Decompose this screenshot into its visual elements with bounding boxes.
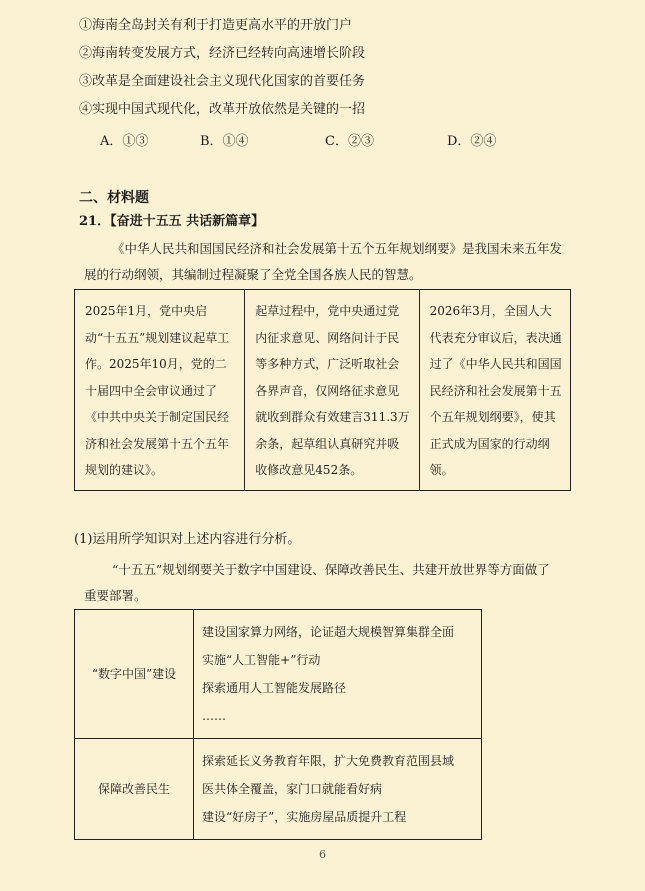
measure-item: …… <box>202 709 226 723</box>
page-number: 6 <box>319 848 326 861</box>
measure-item: 医共体全覆盖，家门口就能看好病 <box>202 782 383 796</box>
timeline-cell-1: 2025年1月，党中央启动“十五五”规划建议起草工作。2025年10月，党的二十届四中全会审议通过了《中共中央关于制定国民经济和社会发展第十五个五年规划的建议》。 <box>75 290 245 491</box>
timeline-cell-2: 起草过程中，党中央通过党内征求意见、网络问计于民等多种方式，广泛听取社会各界声音，仅网络征求意见就收到群众有效建言311.3万余条，起草组认真研究并吸收修改意见452条。 <box>245 290 419 491</box>
statement-2: ②海南转变发展方式，经济已经转向高速增长阶段 <box>79 46 366 61</box>
measure-item: 实施“人工智能+”行动 <box>202 653 321 667</box>
intro-line-2: 展的行动纲领，其编制过程凝聚了全党全国各族人民的智慧。 <box>84 267 422 282</box>
intro2-line-2: 重要部署。 <box>84 588 147 603</box>
measure-item: 探索延长义务教育年限，扩大免费教育范围县域 <box>202 754 455 768</box>
row-items-digital-china <box>194 610 482 739</box>
row-items-livelihood <box>194 739 482 840</box>
statement-3: ③改革是全面建设社会主义现代化国家的首要任务 <box>79 74 366 89</box>
timeline-table <box>74 289 571 491</box>
sub-question-1: (1)运用所学知识对上述内容进行分析。 <box>74 532 301 547</box>
statement-4: ④实现中国式现代化，改革开放依然是关键的一招 <box>79 102 366 117</box>
statement-1: ①海南全岛封关有利于打造更高水平的开放门户 <box>79 18 353 33</box>
intro-line-1: 《中华人民共和国国民经济和社会发展第十五个五年规划纲要》是我国未来五年发 <box>112 241 563 256</box>
option-d: D．②④ <box>447 134 497 149</box>
intro2-line-1: “十五五”规划纲要关于数字中国建设、保障改善民生、共建开放世界等方面做了 <box>112 562 550 577</box>
timeline-cell-3: 2026年3月，全国人大代表充分审议后，表决通过了《中华人民共和国国民经济和社会发展第十五个五年规划纲要》，使其正式成为国家的行动纲领。 <box>419 290 570 491</box>
option-c: C．②③ <box>325 134 374 149</box>
measures-table <box>74 609 482 840</box>
measure-item: 探索通用人工智能发展路径 <box>202 681 347 695</box>
row-label-digital-china: “数字中国”建设 <box>75 610 194 739</box>
row-label-livelihood: 保障改善民生 <box>75 739 194 840</box>
option-a: A．①③ <box>100 134 149 149</box>
measure-item: 建设国家算力网络，论证超大规模智算集群全面 <box>202 625 455 639</box>
option-b: B．①④ <box>200 134 249 149</box>
section-title: 二、材料题 <box>79 190 149 206</box>
measure-item: 建设“好房子”，实施房屋品质提升工程 <box>202 810 407 824</box>
question-title: 21．【奋进十五五 共话新篇章】 <box>79 214 265 229</box>
